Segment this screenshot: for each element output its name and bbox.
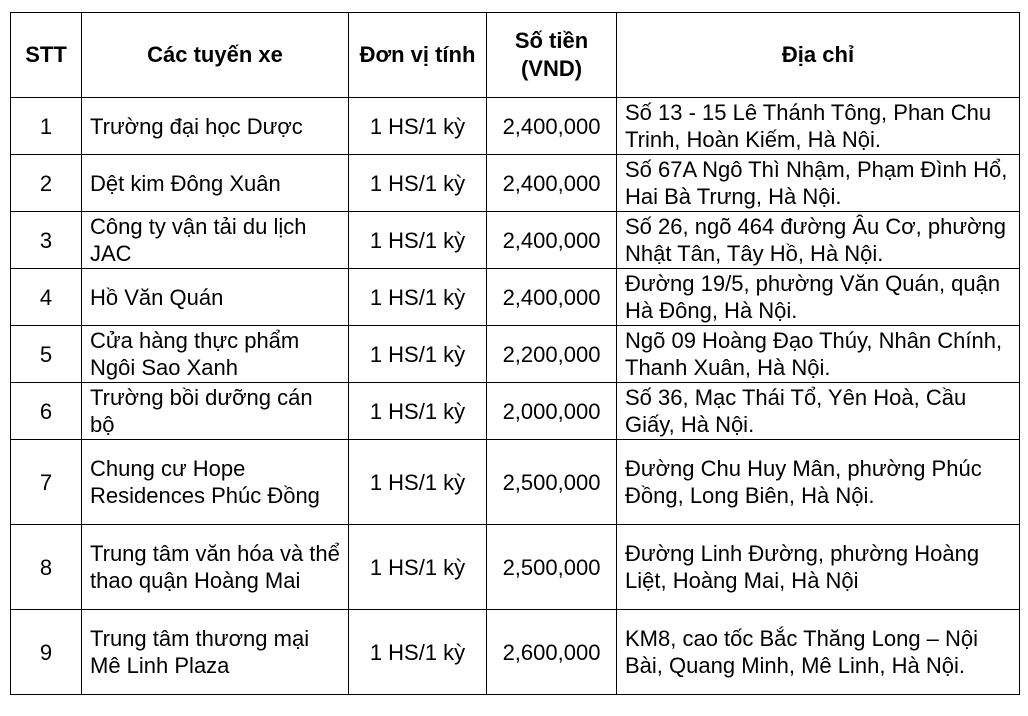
- cell-amount: 2,200,000: [487, 326, 617, 383]
- cell-route: Cửa hàng thực phẩm Ngôi Sao Xanh: [82, 326, 349, 383]
- header-unit: Đơn vị tính: [349, 13, 487, 98]
- table-body: [11, 98, 1020, 695]
- cell-address: Số 67A Ngô Thì Nhậm, Phạm Đình Hổ, Hai Bà Trưng, Hà Nội.: [617, 155, 1020, 212]
- cell-amount: 2,500,000: [487, 525, 617, 610]
- cell-route: Dệt kim Đông Xuân: [82, 155, 349, 212]
- cell-amount: 2,000,000: [487, 383, 617, 440]
- cell-unit: 1 HS/1 kỳ: [349, 383, 487, 440]
- header-row: [11, 13, 1020, 98]
- cell-unit: 1 HS/1 kỳ: [349, 155, 487, 212]
- table-row: [11, 525, 1020, 610]
- header-route: Các tuyến xe: [82, 13, 349, 98]
- cell-address: Ngõ 09 Hoàng Đạo Thúy, Nhân Chính, Thanh Xuân, Hà Nội.: [617, 326, 1020, 383]
- cell-address: Đường Linh Đường, phường Hoàng Liệt, Hoàng Mai, Hà Nội: [617, 525, 1020, 610]
- cell-address: Số 26, ngõ 464 đường Âu Cơ, phường Nhật Tân, Tây Hồ, Hà Nội.: [617, 212, 1020, 269]
- cell-route: Trường đại học Dược: [82, 98, 349, 155]
- cell-route: Trung tâm thương mại Mê Linh Plaza: [82, 610, 349, 695]
- cell-route: Công ty vận tải du lịch JAC: [82, 212, 349, 269]
- cell-unit: 1 HS/1 kỳ: [349, 440, 487, 525]
- table-row: [11, 610, 1020, 695]
- table-row: [11, 98, 1020, 155]
- cell-route: Trung tâm văn hóa và thể thao quận Hoàng Mai: [82, 525, 349, 610]
- cell-amount: 2,400,000: [487, 98, 617, 155]
- cell-stt: 6: [11, 383, 82, 440]
- cell-unit: 1 HS/1 kỳ: [349, 326, 487, 383]
- cell-route: Trường bồi dưỡng cán bộ: [82, 383, 349, 440]
- cell-unit: 1 HS/1 kỳ: [349, 610, 487, 695]
- cell-amount: 2,400,000: [487, 212, 617, 269]
- cell-stt: 4: [11, 269, 82, 326]
- cell-amount: 2,500,000: [487, 440, 617, 525]
- cell-address: Đường Chu Huy Mân, phường Phúc Đồng, Long Biên, Hà Nội.: [617, 440, 1020, 525]
- table-row: [11, 269, 1020, 326]
- table-header: [11, 13, 1020, 98]
- cell-stt: 3: [11, 212, 82, 269]
- cell-address: Đường 19/5, phường Văn Quán, quận Hà Đông, Hà Nội.: [617, 269, 1020, 326]
- bus-routes-table: [10, 12, 1020, 695]
- cell-amount: 2,600,000: [487, 610, 617, 695]
- table-row: [11, 383, 1020, 440]
- cell-route: Hồ Văn Quán: [82, 269, 349, 326]
- table-row: [11, 155, 1020, 212]
- cell-amount: 2,400,000: [487, 155, 617, 212]
- cell-unit: 1 HS/1 kỳ: [349, 525, 487, 610]
- cell-stt: 9: [11, 610, 82, 695]
- header-address: Địa chỉ: [617, 13, 1020, 98]
- cell-unit: 1 HS/1 kỳ: [349, 269, 487, 326]
- header-amount: Số tiền (VND): [487, 13, 617, 98]
- cell-stt: 7: [11, 440, 82, 525]
- header-stt: STT: [11, 13, 82, 98]
- cell-route: Chung cư Hope Residences Phúc Đồng: [82, 440, 349, 525]
- cell-stt: 1: [11, 98, 82, 155]
- cell-stt: 8: [11, 525, 82, 610]
- table-row: [11, 440, 1020, 525]
- cell-stt: 5: [11, 326, 82, 383]
- table-row: [11, 212, 1020, 269]
- cell-address: KM8, cao tốc Bắc Thăng Long – Nội Bài, Quang Minh, Mê Linh, Hà Nội.: [617, 610, 1020, 695]
- cell-address: Số 13 - 15 Lê Thánh Tông, Phan Chu Trinh, Hoàn Kiếm, Hà Nội.: [617, 98, 1020, 155]
- cell-unit: 1 HS/1 kỳ: [349, 98, 487, 155]
- cell-amount: 2,400,000: [487, 269, 617, 326]
- cell-unit: 1 HS/1 kỳ: [349, 212, 487, 269]
- cell-address: Số 36, Mạc Thái Tổ, Yên Hoà, Cầu Giấy, Hà Nội.: [617, 383, 1020, 440]
- cell-stt: 2: [11, 155, 82, 212]
- table-row: [11, 326, 1020, 383]
